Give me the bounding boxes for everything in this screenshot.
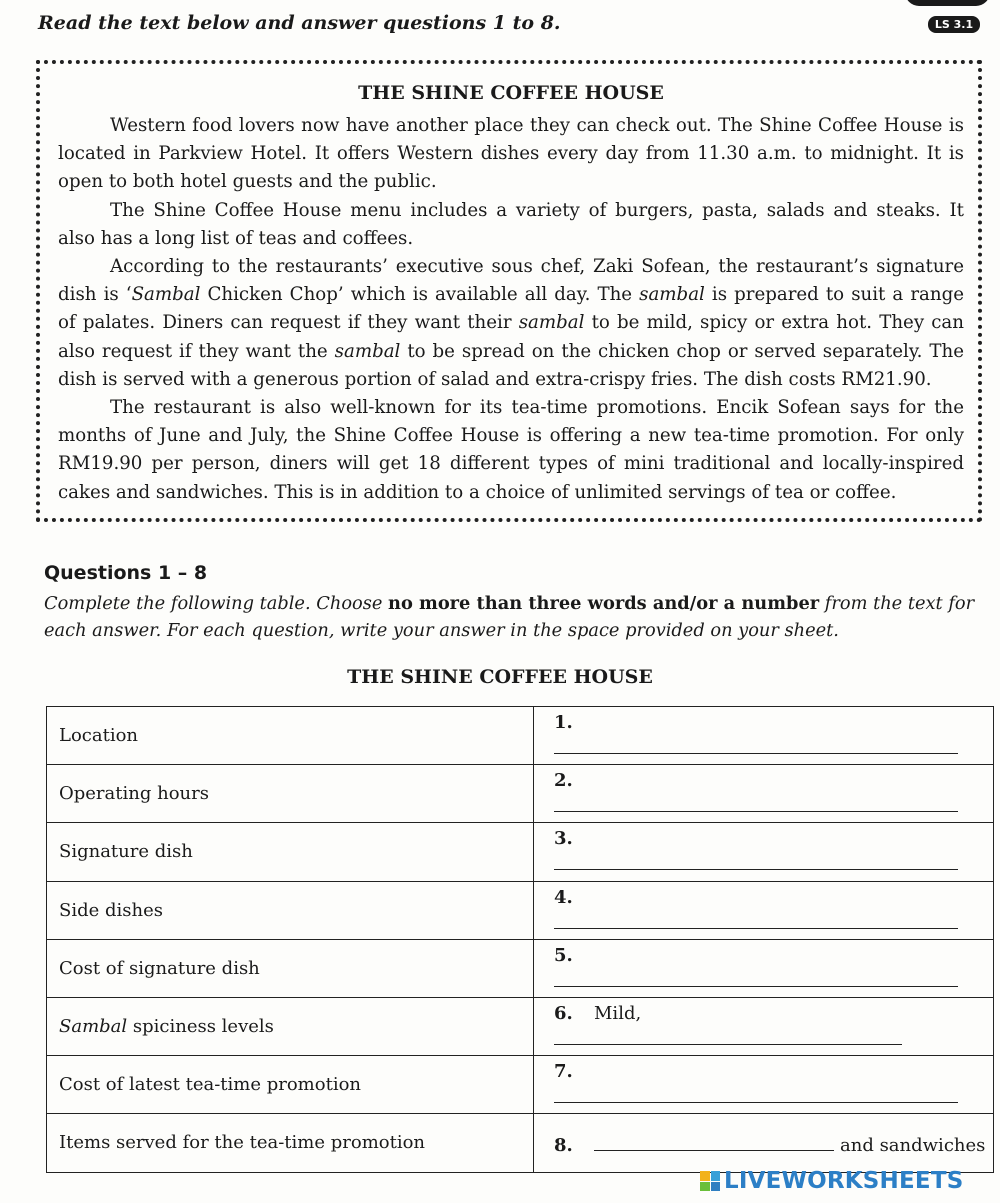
logo-icon bbox=[700, 1171, 720, 1191]
instr-part-b: from the text for each answer. For each question, write your answer in the space provided on your sheet. bbox=[44, 593, 975, 641]
question-number: 3. bbox=[554, 828, 573, 850]
question-number: 5. bbox=[554, 944, 573, 966]
answer-blank-3[interactable] bbox=[554, 849, 958, 870]
row-label: Cost of latest tea-time promotion bbox=[47, 1056, 534, 1114]
answer-cell-2 bbox=[534, 765, 994, 823]
table-row bbox=[47, 1056, 994, 1114]
instr-part-a: Complete the following table. Choose bbox=[44, 593, 389, 614]
answer-table bbox=[46, 706, 994, 1173]
instr-bold: no more than three words and/or a number bbox=[388, 593, 820, 614]
questions-instruction bbox=[44, 590, 994, 644]
question-number: 8. bbox=[554, 1134, 573, 1156]
table-row bbox=[47, 707, 994, 765]
passage-paragraph-1: Western food lovers now have another place they can check out. The Shine Coffee House is located in Parkview Hotel. It offers Western dishes every day from 11.30 a.m. to midnight. It is open to both hotel guests and the public. bbox=[58, 115, 964, 193]
questions-heading: Questions 1 – 8 bbox=[44, 562, 208, 584]
row-label: Side dishes bbox=[47, 881, 534, 939]
answer-blank-5[interactable] bbox=[554, 966, 958, 987]
answer-cell-3 bbox=[534, 823, 994, 881]
question-number: 7. bbox=[554, 1061, 573, 1083]
passage-title: THE SHINE COFFEE HOUSE bbox=[358, 82, 664, 104]
row-label: Operating hours bbox=[47, 765, 534, 823]
ls-badge: LS 3.1 bbox=[928, 16, 980, 33]
row-label-rest: spiciness levels bbox=[127, 1016, 274, 1038]
table-row bbox=[47, 1114, 994, 1172]
question-number: 2. bbox=[554, 770, 573, 792]
answer-blank-4[interactable] bbox=[554, 908, 958, 929]
table-row bbox=[47, 881, 994, 939]
table-row bbox=[47, 765, 994, 823]
answer-blank-8[interactable] bbox=[594, 1130, 834, 1151]
table-title: THE SHINE COFFEE HOUSE bbox=[347, 666, 653, 688]
row-label: Location bbox=[47, 707, 534, 765]
answer-cell-1 bbox=[534, 707, 994, 765]
answer-cell-4 bbox=[534, 881, 994, 939]
row-label: Cost of signature dish bbox=[47, 939, 534, 997]
passage-paragraph-3: According to the restaurants’ executive sous chef, Zaki Sofean, the restaurant’s signature dish is ‘Sambal Chicken Chop’ which is available all day. The sambal is prepared to suit a range of palates. Diners can request if they want their sambal to be mild, spicy or extra hot. They can also request if they want the sambal to be spread on the chicken chop or served separately. The dish is served with a generous portion of salad and extra-crispy fries. The dish costs RM21.90. bbox=[58, 256, 965, 390]
question-number: 4. bbox=[554, 886, 573, 908]
question-number: 6. bbox=[554, 1003, 573, 1025]
badge-tab bbox=[905, 0, 990, 6]
answer-cell-5 bbox=[534, 939, 994, 997]
table-row bbox=[47, 997, 994, 1055]
row-label-italic: Sambal bbox=[59, 1016, 128, 1038]
answer-cell-8 bbox=[534, 1114, 994, 1172]
answer-cell-7 bbox=[534, 1056, 994, 1114]
passage-paragraph-2: The Shine Coffee House menu includes a variety of burgers, pasta, salads and steaks. It also has a long list of teas and coffees. bbox=[58, 199, 964, 249]
answer-prefix: Mild, bbox=[594, 1003, 642, 1025]
passage-box bbox=[36, 60, 982, 522]
row-label: Items served for the tea-time promotion bbox=[47, 1114, 534, 1172]
answer-blank-2[interactable] bbox=[554, 791, 958, 812]
table-row bbox=[47, 823, 994, 881]
instruction-text: Read the text below and answer questions 1 to 8. bbox=[38, 12, 561, 34]
row-label bbox=[47, 997, 534, 1055]
answer-cell-6 bbox=[534, 997, 994, 1055]
answer-blank-6[interactable] bbox=[554, 1024, 902, 1045]
row-label: Signature dish bbox=[47, 823, 534, 881]
passage-paragraph-4: The restaurant is also well-known for its tea-time promotions. Encik Sofean says for the months of June and July, the Shine Coffee House is offering a new tea-time promotion. For only RM19.90 per person, diners will get 18 different types of mini traditional and locally-inspired cakes and sandwiches. This is in addition to a choice of unlimited servings of tea or coffee. bbox=[58, 397, 964, 503]
question-number: 1. bbox=[554, 712, 573, 734]
table-row bbox=[47, 939, 994, 997]
answer-blank-7[interactable] bbox=[554, 1082, 958, 1103]
answer-suffix: and sandwiches bbox=[840, 1134, 986, 1156]
liveworksheets-logo bbox=[700, 1166, 963, 1196]
logo-text: LIVEWORKSHEETS bbox=[724, 1168, 964, 1194]
answer-blank-1[interactable] bbox=[554, 733, 958, 754]
